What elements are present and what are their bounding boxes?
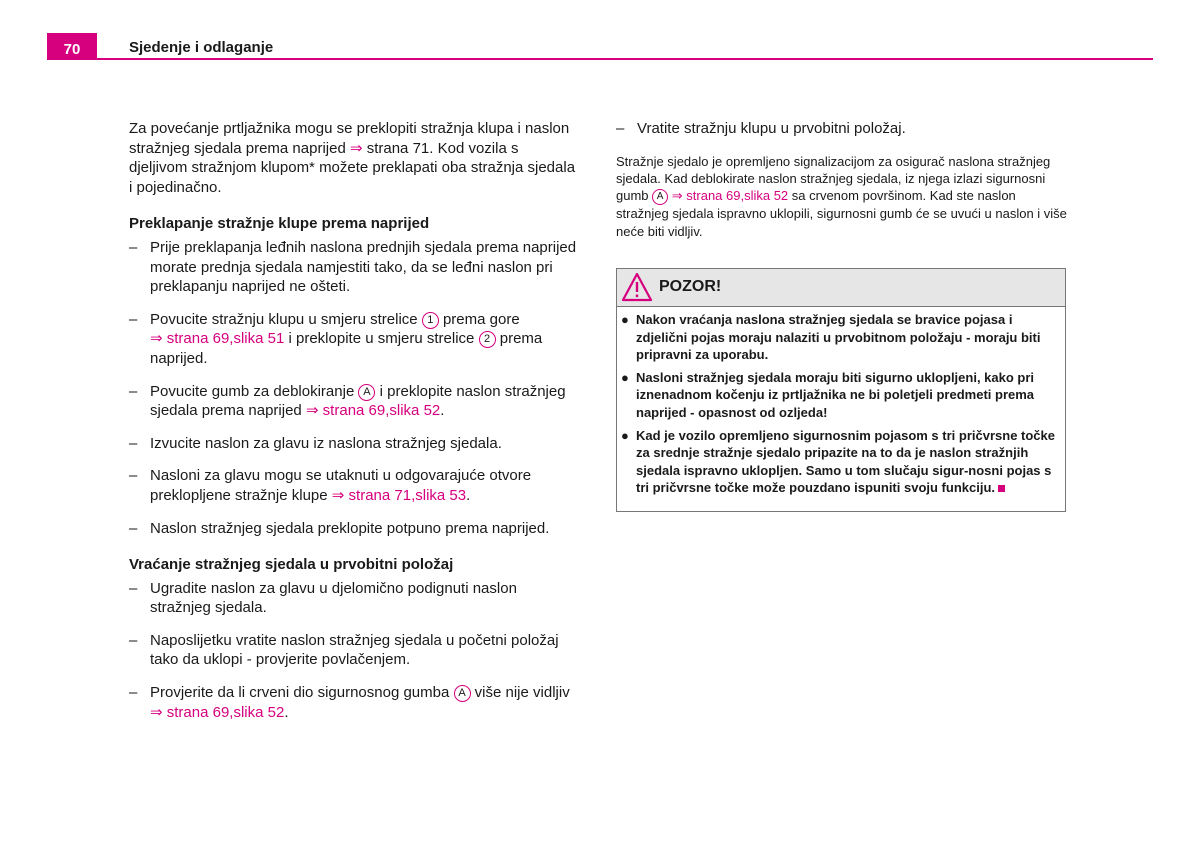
arrow-icon: ⇒ [305,402,319,420]
bullet-icon: ● [621,369,629,385]
list-item: – Povucite gumb za deblokiranje A i preklopite naslon stražnjeg sjedala prema naprijed ⇒ strana 69,slika 52. [129,382,566,420]
callout-a-icon: A [358,384,375,401]
left-column [129,119,579,735]
right-column [616,119,1068,240]
bullet-icon: ● [621,427,629,443]
list-item: – Povucite stražnju klupu u smjeru strelice 1 prema gore ⇒ strana 69,slika 51 i preklopite u smjeru strelice 2 prema naprijed. [129,310,543,367]
warning-box [616,268,1066,512]
list-item: – Naposlijetku vratite naslon stražnjeg sjedala u početni položaj tako da uklopi - provjerite povlačenjem. [129,631,559,669]
callout-2-icon: 2 [479,331,496,348]
list-item: – Vratite stražnju klupu u prvobitni položaj. [616,120,906,137]
header-rule [97,58,1153,60]
note-paragraph: Stražnje sjedalo je opremljeno signalizacijom za osigurač naslona stražnjeg sjedala. Kad deblokirate naslon stražnjeg sjedala, iz njega izlazi sigurnosni gumb A ⇒ strana 69,slika 52 sa crvenom površinom. Kad ste naslon stražnjeg sjedala ispravno uklopili, sigurnosni gumb će se uvući u naslon i više neće biti vidljiv. [616,153,1067,239]
intro-paragraph: Za povećanje prtljažnika mogu se preklopiti stražnja klupa i naslon stražnjeg sjedala prema naprijed ⇒ strana 71. Kod vozila s djeljivom stražnjom klupom* možete preklapati oba stražnja sjedala i pojedinačno. [129,120,576,196]
list-item: – Nasloni za glavu mogu se utaknuti u odgovarajuće otvore preklopljene stražnje klupe ⇒ strana 71,slika 53. [129,467,532,504]
list-item: – Naslon stražnjeg sjedala preklopite potpuno prema naprijed. [129,519,550,537]
callout-a-icon: A [454,685,471,702]
page-number: 70 [63,41,81,58]
warning-body [617,307,1065,497]
list-item: – Izvucite naslon za glavu iz naslona stražnjeg sjedala. [129,434,502,452]
cross-reference-link[interactable]: strana 71,slika 53 [344,486,467,504]
arrow-icon: ⇒ [331,486,345,504]
arrow-icon: ⇒ [349,139,363,157]
arrow-icon: ⇒ [668,188,683,204]
warning-item: ● Kad je vozilo opremljeno sigurnosnim pojasom s tri pričvrsne točke za srednje stražnje sjedalo pripazite na to da je naslon stražnjih sjedala ispravno uklopljen. Samo u tom slučaju sigur-nosni pojas s tri pričvrsne točke može pouzdano ispuniti svoju funkciju. [621,427,1055,496]
arrow-icon: ⇒ [150,703,163,721]
page-number-box [47,33,97,60]
cross-reference-link[interactable]: strana 69,slika 52 [318,402,441,420]
end-marker-icon [998,485,1005,492]
list-item: – Prije preklapanja leđnih naslona prednjih sjedala prema naprijed morate prednja sjedala namjestiti tako, da se leđni naslon pri preklapanju naprijed ne ošteti. [129,238,577,296]
chapter-title: Sjedenje i odlaganje [129,39,274,56]
section-heading-return: Vraćanje stražnjeg sjedala u prvobitni položaj [129,556,454,574]
arrow-icon: ⇒ [150,330,163,348]
warning-triangle-icon [621,272,653,302]
warning-item: ● Nasloni stražnjeg sjedala moraju biti sigurno uklopljeni, kako pri iznenadnom kočenju iz prtljažnika ne bi poletjeli predmeti prema naprijed - opasnost od ozljeda! [621,369,1035,420]
cross-reference-link[interactable]: strana 69,slika 52 [162,703,285,721]
warning-header [617,269,1065,307]
section-heading-fold: Preklapanje stražnje klupe prema naprijed [129,215,430,233]
list-item: – Provjerite da li crveni dio sigurnosnog gumba A više nije vidljiv ⇒ strana 69,slika 52. [129,684,570,721]
callout-1-icon: 1 [422,312,439,329]
cross-reference-link[interactable]: strana 69,slika 52 [682,188,789,204]
callout-a-icon: A [652,189,668,205]
cross-reference-link[interactable]: strana 69,slika 51 [162,330,285,348]
list-item: – Ugradite naslon za glavu u djelomično podignuti naslon stražnjeg sjedala. [129,579,517,617]
warning-title: POZOR! [659,278,722,295]
warning-item: ● Nakon vraćanja naslona stražnjeg sjedala se bravice pojasa i zdjelični pojas moraju nalaziti u prvobitnom položaju - moraju biti pripravni za uporabu. [621,312,1041,363]
bullet-icon: ● [621,312,629,327]
